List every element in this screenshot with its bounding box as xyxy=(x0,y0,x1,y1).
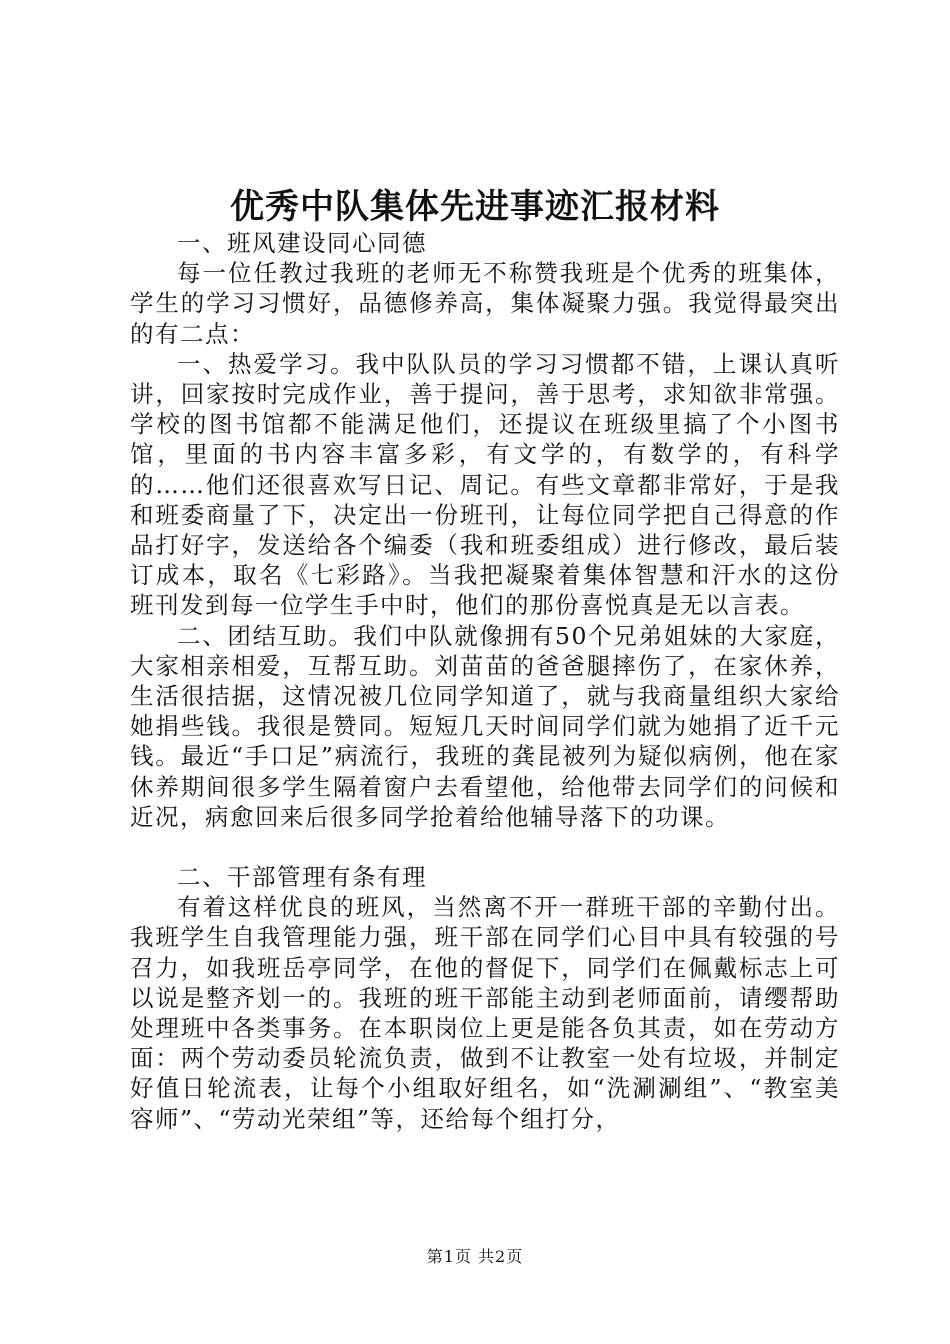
page-footer: 第1页 共2页 xyxy=(426,1247,524,1266)
section-heading-2: 二、干部管理有条有理 xyxy=(177,863,427,892)
paragraph: 有着这样优良的班风，当然离不开一群班干部的辛勤付出。我班学生自我管理能力强，班干部在同学们心目中具有较强的号召力，如我班岳亭同学，在他的督促下，同学们在佩戴标志上可以说是整齐划一的。我班的班干部能主动到老师面前，请缨帮助处理班中各类事务。在本职岗位上更是能各负其责，如在劳动方面：两个劳动委员轮流负责，做到不让教室一处有垃圾，并制定好值日轮流表，让每个小组取好组名，如“洗涮涮组”、“教室美容师”、“劳动光荣组”等，还给每个组打分， xyxy=(130,893,840,1133)
document-title: 优秀中队集体先进事迹汇报材料 xyxy=(230,187,720,227)
paragraph: 一、热爱学习。我中队队员的学习习惯都不错，上课认真听讲，回家按时完成作业，善于提问，善于思考，求知欲非常强。学校的图书馆都不能满足他们，还提议在班级里搞了个小图书馆，里面的书内容丰富多彩，有文学的，有数学的，有科学的……他们还很喜欢写日记、周记。有些文章都非常好，于是我和班委商量了下，决定出一份班刊，让每位同学把自己得意的作品打好字，发送给各个编委（我和班委组成）进行修改，最后装订成本，取名《七彩路》。当我把凝聚着集体智慧和汗水的这份班刊发到每一位学生手中时，他们的那份喜悦真是无以言表。 xyxy=(130,349,840,620)
paragraph: 二、团结互助。我们中队就像拥有50个兄弟姐妹的大家庭，大家相亲相爱，互帮互助。刘苗苗的爸爸腿摔伤了，在家休养，生活很拮据，这情况被几位同学知道了，就与我商量组织大家给她捐些钱。我很是赞同。短短几天时间同学们就为她捐了近千元钱。最近“手口足”病流行，我班的龚昆被列为疑似病例，他在家休养期间很多学生隔着窗户去看望他，给他带去同学们的问候和近况，病愈回来后很多同学抢着给他辅导落下的功课。 xyxy=(130,621,840,831)
document-body xyxy=(130,228,840,1134)
section-heading-1: 一、班风建设同心同德 xyxy=(177,229,427,257)
paragraph: 每一位任教过我班的老师无不称赞我班是个优秀的班集体，学生的学习习惯好，品德修养高，集体凝聚力强。我觉得最突出的有二点： xyxy=(130,259,840,348)
